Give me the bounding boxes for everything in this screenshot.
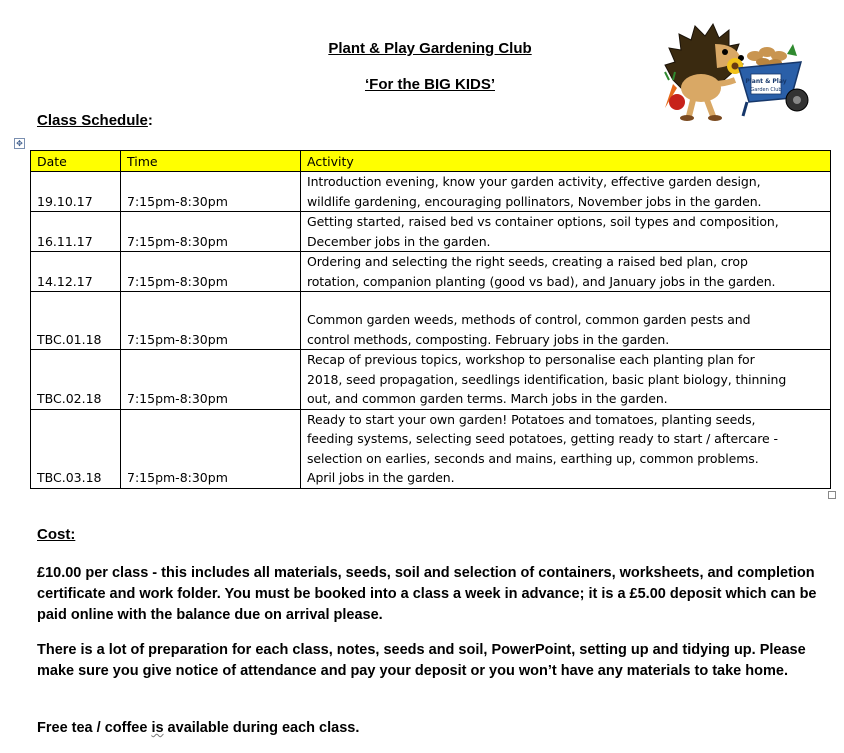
row-date: TBC.02.18 bbox=[31, 350, 121, 410]
row-date: 19.10.17 bbox=[31, 172, 121, 212]
activity-line: rotation, companion planting (good vs bad), and January jobs in the garden. bbox=[307, 273, 776, 289]
row-activity bbox=[301, 409, 831, 488]
schedule-table bbox=[30, 150, 831, 489]
row-activity bbox=[301, 212, 831, 252]
row-activity bbox=[301, 172, 831, 212]
schedule-heading bbox=[37, 112, 153, 129]
row-time: 7:15pm-8:30pm bbox=[121, 350, 301, 410]
table-row bbox=[31, 350, 831, 410]
grammar-flag-word: is bbox=[151, 720, 164, 736]
row-date: TBC.01.18 bbox=[31, 292, 121, 350]
activity-line: out, and common garden terms. March jobs in the garden. bbox=[307, 391, 668, 406]
logo-sign-line1: Plant & Play bbox=[745, 78, 787, 85]
activity-line: April jobs in the garden. bbox=[307, 470, 455, 485]
document-subtitle: ‘For the BIG KIDS’ bbox=[364, 76, 495, 93]
table-row bbox=[31, 292, 831, 350]
row-time: 7:15pm-8:30pm bbox=[121, 409, 301, 488]
table-row bbox=[31, 252, 831, 292]
activity-line: Ready to start your own garden! Potatoes and tomatoes, planting seeds, bbox=[307, 411, 756, 427]
activity-line: Common garden weeds, methods of control, common garden pests and bbox=[307, 312, 751, 327]
table-row bbox=[31, 172, 831, 212]
table-row bbox=[31, 409, 831, 488]
activity-line: Ordering and selecting the right seeds, creating a raised bed plan, crop bbox=[307, 254, 748, 269]
cost-paragraph: £10.00 per class - this includes all materials, seeds, soil and selection of containers, worksheets, and completion certificate and work folder. You must be booked into a class a week in advance; it is a £5.00 deposit which can be paid online with the balance due on arrival please. bbox=[37, 565, 817, 623]
activity-line: Getting started, raised bed vs container options, soil types and composition, bbox=[307, 214, 779, 229]
activity-line: Recap of previous topics, workshop to personalise each planting plan for bbox=[307, 352, 755, 367]
row-time: 7:15pm-8:30pm bbox=[121, 292, 301, 350]
refreshments-text-c: available during each class. bbox=[163, 720, 360, 736]
row-date: 14.12.17 bbox=[31, 252, 121, 292]
row-time: 7:15pm-8:30pm bbox=[121, 212, 301, 252]
table-resize-handle[interactable] bbox=[828, 491, 836, 499]
document-title: Plant & Play Gardening Club bbox=[328, 40, 532, 57]
row-activity bbox=[301, 292, 831, 350]
header-activity: Activity bbox=[301, 151, 831, 172]
row-date: 16.11.17 bbox=[31, 212, 121, 252]
activity-line: Introduction evening, know your garden activity, effective garden design, bbox=[307, 174, 761, 189]
logo-sign-line2: Garden Club bbox=[750, 87, 782, 93]
table-header-row bbox=[31, 151, 831, 172]
activity-line: December jobs in the garden. bbox=[307, 233, 491, 249]
activity-line: wildlife gardening, encouraging pollinators, November jobs in the garden. bbox=[307, 193, 762, 209]
refreshments-paragraph bbox=[37, 718, 827, 739]
row-activity bbox=[301, 350, 831, 410]
schedule-heading-colon: : bbox=[147, 112, 153, 129]
refreshments-text-a: Free tea / coffee bbox=[37, 720, 152, 736]
row-date: TBC.03.18 bbox=[31, 409, 121, 488]
table-row bbox=[31, 212, 831, 252]
row-activity bbox=[301, 252, 831, 292]
activity-line: 2018, seed propagation, seedlings identification, basic plant biology, thinning bbox=[307, 371, 787, 387]
row-time: 7:15pm-8:30pm bbox=[121, 172, 301, 212]
activity-line: selection on earlies, seconds and mains, earthing up, common problems. bbox=[307, 450, 759, 466]
activity-line: control methods, composting. February jobs in the garden. bbox=[307, 331, 670, 347]
header-time: Time bbox=[121, 151, 301, 172]
cost-heading bbox=[37, 526, 75, 543]
activity-line: feeding systems, selecting seed potatoes, getting ready to start / aftercare - bbox=[307, 431, 778, 446]
table-move-icon[interactable]: ✥ bbox=[14, 138, 25, 149]
row-time: 7:15pm-8:30pm bbox=[121, 252, 301, 292]
cost-heading-text: Cost: bbox=[37, 526, 76, 543]
hedgehog-wheelbarrow-logo bbox=[655, 10, 815, 125]
preparation-paragraph: There is a lot of preparation for each class, notes, seeds and soil, PowerPoint, setting up and tidying up. Please make sure you give notice of attendance and pay your deposit or you won’t have any materials to take home. bbox=[37, 642, 806, 679]
schedule-heading-text: Class Schedule bbox=[37, 112, 148, 129]
header-date: Date bbox=[31, 151, 121, 172]
